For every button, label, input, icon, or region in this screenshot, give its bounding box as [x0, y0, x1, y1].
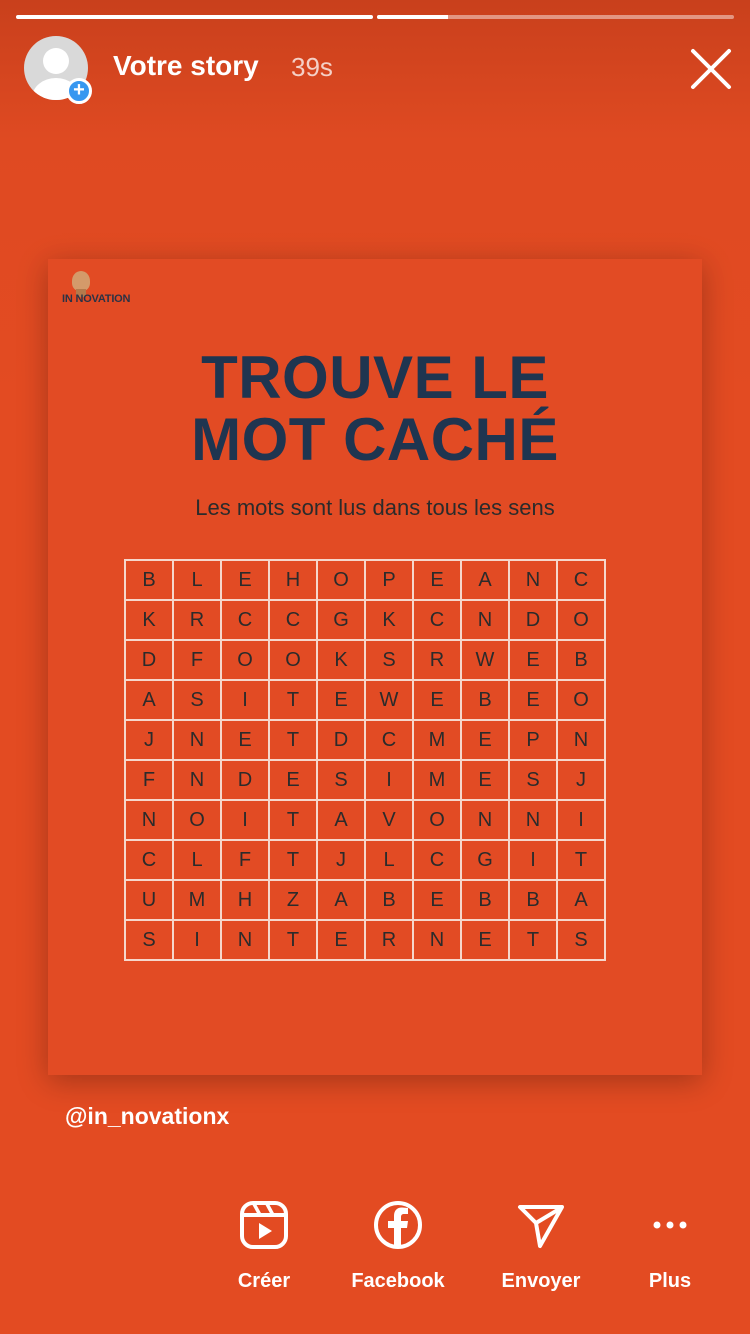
grid-cell: B: [461, 880, 509, 920]
facebook-label: Facebook: [351, 1270, 445, 1292]
grid-cell: K: [365, 600, 413, 640]
grid-cell: E: [461, 720, 509, 760]
grid-cell: S: [365, 640, 413, 680]
grid-cell: E: [221, 560, 269, 600]
grid-cell: E: [509, 680, 557, 720]
send-button[interactable]: [476, 1198, 606, 1293]
grid-cell: L: [173, 840, 221, 880]
story-progress-segment-2: [377, 15, 734, 19]
avatar-head: [43, 48, 69, 74]
word-search-grid: [124, 559, 606, 961]
grid-cell: C: [269, 600, 317, 640]
grid-cell: E: [317, 920, 365, 960]
grid-row: [125, 920, 605, 960]
grid-row: [125, 720, 605, 760]
grid-cell: V: [365, 800, 413, 840]
grid-cell: P: [509, 720, 557, 760]
grid-cell: T: [269, 680, 317, 720]
logo-text: IN NOVATION: [62, 293, 131, 305]
grid-row: [125, 760, 605, 800]
grid-cell: A: [461, 560, 509, 600]
grid-cell: N: [125, 800, 173, 840]
grid-cell: O: [557, 600, 605, 640]
mention-sticker[interactable]: @in_novationx: [65, 1103, 230, 1129]
progress-fill: [16, 15, 373, 19]
send-label: Envoyer: [501, 1270, 581, 1292]
story-post-image: [48, 259, 702, 1075]
grid-cell: E: [317, 680, 365, 720]
grid-cell: E: [269, 760, 317, 800]
grid-cell: B: [365, 880, 413, 920]
grid-cell: W: [365, 680, 413, 720]
grid-cell: K: [125, 600, 173, 640]
grid-cell: B: [557, 640, 605, 680]
facebook-share-button[interactable]: [333, 1198, 463, 1293]
grid-cell: I: [365, 760, 413, 800]
close-icon[interactable]: [688, 46, 734, 92]
grid-cell: F: [221, 840, 269, 880]
grid-cell: T: [269, 720, 317, 760]
grid-cell: N: [461, 800, 509, 840]
grid-cell: M: [413, 760, 461, 800]
more-button[interactable]: [605, 1198, 735, 1293]
grid-cell: N: [413, 920, 461, 960]
grid-cell: D: [125, 640, 173, 680]
grid-cell: D: [509, 600, 557, 640]
grid-cell: E: [221, 720, 269, 760]
grid-cell: C: [413, 600, 461, 640]
story-title[interactable]: Votre story: [113, 50, 259, 81]
grid-cell: O: [317, 560, 365, 600]
story-progress-segment-1: [16, 15, 373, 19]
grid-cell: J: [557, 760, 605, 800]
grid-cell: C: [365, 720, 413, 760]
grid-cell: C: [125, 840, 173, 880]
add-story-plus-icon[interactable]: +: [66, 78, 92, 104]
grid-cell: J: [125, 720, 173, 760]
headline-line-2: MOT CACHÉ: [191, 406, 559, 473]
grid-cell: G: [317, 600, 365, 640]
reels-icon: [237, 1198, 291, 1252]
grid-cell: O: [173, 800, 221, 840]
grid-cell: D: [317, 720, 365, 760]
grid-cell: A: [317, 880, 365, 920]
more-icon: [643, 1198, 697, 1252]
grid-cell: A: [125, 680, 173, 720]
grid-cell: N: [173, 760, 221, 800]
grid-cell: J: [317, 840, 365, 880]
grid-cell: A: [317, 800, 365, 840]
grid-cell: O: [413, 800, 461, 840]
grid-cell: C: [413, 840, 461, 880]
headline-line-1: TROUVE LE: [201, 344, 549, 411]
grid-cell: Z: [269, 880, 317, 920]
grid-cell: I: [557, 800, 605, 840]
grid-cell: T: [269, 840, 317, 880]
grid-cell: E: [413, 880, 461, 920]
grid-cell: N: [221, 920, 269, 960]
grid-cell: B: [509, 880, 557, 920]
grid-cell: O: [269, 640, 317, 680]
create-label: Créer: [237, 1270, 291, 1292]
grid-cell: W: [461, 640, 509, 680]
grid-cell: M: [173, 880, 221, 920]
grid-cell: H: [221, 880, 269, 920]
grid-cell: F: [125, 760, 173, 800]
grid-cell: S: [317, 760, 365, 800]
grid-cell: R: [413, 640, 461, 680]
grid-cell: B: [461, 680, 509, 720]
grid-cell: T: [557, 840, 605, 880]
lightbulb-icon: [72, 271, 90, 291]
grid-cell: T: [269, 800, 317, 840]
facebook-icon: [371, 1198, 425, 1252]
grid-cell: N: [509, 800, 557, 840]
grid-cell: C: [557, 560, 605, 600]
progress-fill: [377, 15, 448, 19]
grid-cell: E: [413, 560, 461, 600]
grid-cell: T: [269, 920, 317, 960]
grid-cell: E: [413, 680, 461, 720]
grid-cell: N: [509, 560, 557, 600]
send-icon: [514, 1198, 568, 1252]
grid-cell: E: [461, 920, 509, 960]
grid-cell: L: [173, 560, 221, 600]
grid-row: [125, 840, 605, 880]
grid-cell: C: [221, 600, 269, 640]
grid-row: [125, 640, 605, 680]
grid-cell: M: [413, 720, 461, 760]
grid-row: [125, 880, 605, 920]
grid-cell: S: [557, 920, 605, 960]
grid-cell: I: [509, 840, 557, 880]
grid-cell: N: [461, 600, 509, 640]
grid-row: [125, 680, 605, 720]
story-timestamp: 39s: [291, 52, 333, 82]
post-subtitle: Les mots sont lus dans tous les sens: [195, 495, 555, 520]
grid-cell: U: [125, 880, 173, 920]
grid-cell: P: [365, 560, 413, 600]
grid-cell: I: [173, 920, 221, 960]
grid-row: [125, 560, 605, 600]
grid-cell: B: [125, 560, 173, 600]
grid-cell: H: [269, 560, 317, 600]
grid-cell: R: [365, 920, 413, 960]
grid-cell: N: [557, 720, 605, 760]
grid-cell: I: [221, 800, 269, 840]
brand-logo: [62, 267, 162, 317]
grid-cell: E: [509, 640, 557, 680]
grid-cell: S: [509, 760, 557, 800]
grid-cell: S: [173, 680, 221, 720]
grid-cell: F: [173, 640, 221, 680]
grid-cell: A: [557, 880, 605, 920]
grid-cell: G: [461, 840, 509, 880]
grid-cell: O: [557, 680, 605, 720]
post-headline: [48, 344, 702, 473]
more-label: Plus: [648, 1270, 692, 1292]
grid-row: [125, 800, 605, 840]
grid-cell: I: [221, 680, 269, 720]
grid-cell: D: [221, 760, 269, 800]
grid-cell: R: [173, 600, 221, 640]
create-button[interactable]: [199, 1198, 329, 1293]
grid-row: [125, 600, 605, 640]
grid-cell: O: [221, 640, 269, 680]
grid-cell: K: [317, 640, 365, 680]
grid-cell: L: [365, 840, 413, 880]
grid-cell: T: [509, 920, 557, 960]
grid-cell: S: [125, 920, 173, 960]
grid-cell: E: [461, 760, 509, 800]
grid-cell: N: [173, 720, 221, 760]
